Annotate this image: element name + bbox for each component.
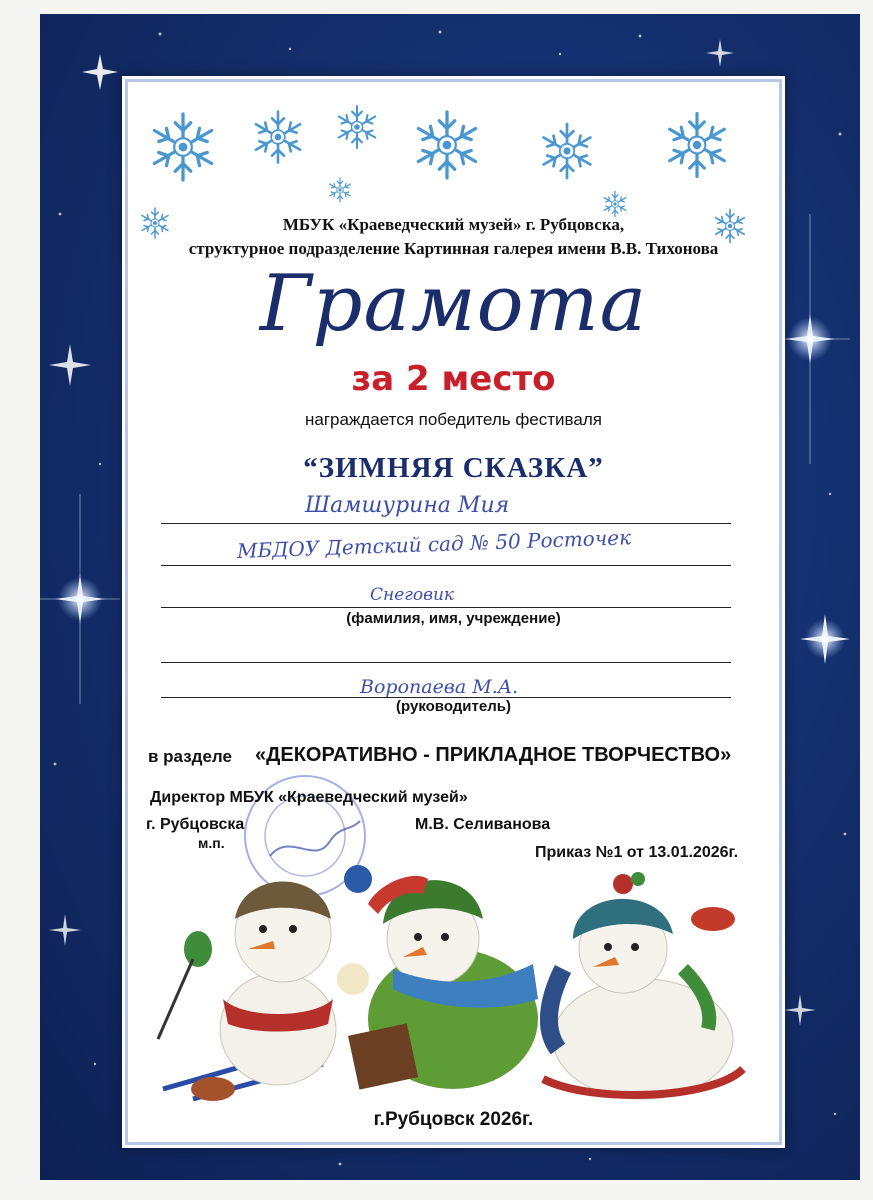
participant-caption: (фамилия, имя, учреждение) [346,610,561,627]
blank-line [161,662,731,663]
work-line [161,607,731,608]
section-prefix: в разделе [148,747,232,766]
certificate-background [40,14,860,1180]
institution-line [161,565,731,566]
snowman-middle [337,876,538,1090]
name-line [161,523,731,524]
handwritten-supervisor: Воропаева М.А. [360,676,519,698]
footer-city-year: г.Рубцовск 2026г. [373,1109,534,1130]
handwritten-name: Шамшурина Мия [305,493,510,518]
awarded-text: награждается победитель фестиваля [305,410,602,429]
seal-place: м.п. [198,835,225,851]
director-name: М.В. Селиванова [415,816,551,833]
certificate-title: Грамота [259,259,648,349]
organization-line-2: структурное подразделение Картинная галерея имени В.В. Тихонова [188,239,719,258]
festival-name: “ЗИМНЯЯ СКАЗКА” [303,452,604,484]
order-number: Приказ №1 от 13.01.2026г. [535,844,739,861]
director-position: Директор МБУК «Краеведческий музей» [150,789,468,806]
section-name: «ДЕКОРАТИВНО - ПРИКЛАДНОЕ ТВОРЧЕСТВО» [255,744,732,766]
place-award: за 2 место [351,359,556,399]
certificate-card [122,76,785,1148]
handwritten-institution: МБДОУ Детский сад № 50 Росточек [236,525,632,563]
supervisor-caption: (руководитель) [396,698,511,715]
handwritten-work: Снеговик [370,585,455,605]
snowmen-illustration [153,849,753,1109]
snowman-sled [543,872,743,1099]
organization-line-1: МБУК «Краеведческий музей» г. Рубцовска, [282,215,625,234]
director-city: г. Рубцовска [146,816,245,833]
